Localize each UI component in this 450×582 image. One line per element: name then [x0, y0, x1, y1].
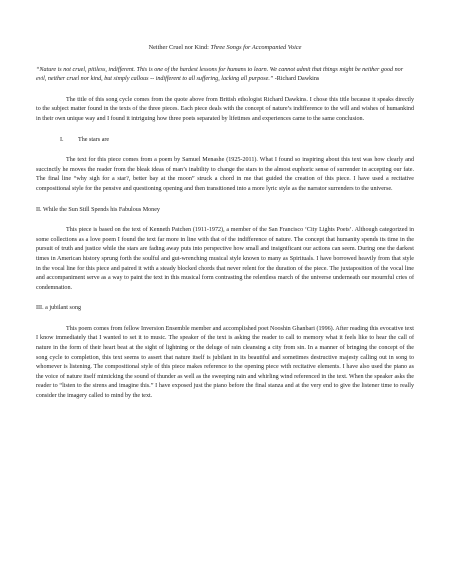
section-1-heading: [36, 136, 414, 146]
title-italic: Three Songs for Accompanied Voice: [210, 44, 302, 51]
intro-paragraph: The title of this song cycle comes from the quote above from British ethologist Richard Dawkins. I chose this title because it speaks directly to the subject matter found in the texts of the three pieces. Each piece deals with the concept of nature’s indifference to the will and wishes of humankind in their own unique way and I found it intriguing how three poets separated by lifetimes and experiences came to the same conclusion.: [36, 96, 414, 122]
section-3-title: a jubilant song: [45, 305, 82, 312]
section-2-heading: [36, 206, 414, 216]
section-3-number: III.: [36, 305, 44, 312]
section-3-heading: [36, 304, 414, 314]
document-title: [36, 43, 414, 53]
section-2-number: II.: [36, 206, 42, 213]
section-1-title: The stars are: [78, 136, 110, 143]
section-1-number: I.: [60, 136, 64, 143]
section-3-body: This poem comes from fellow Inversion Ensemble member and accomplished poet Nooshin Ghanbari (1996). After reading this evocative text I know immediately that I wanted to set it to music. The speaker of the text is asking the reader to call to memory what it feels like to hear the call of nature in the form of their heart beat at the sight of lightning or the deluge of rain cleansing a city from sin. In a manner of bringing the concept of the song cycle to completion, this text seems to assert that nature itself is jubilant in its beautiful and sometimes destructive majesty calling out in song to whomever is listening. The compositional style of this piece makes reference to the opening piece with recitative elements. I have also used the piano as the voice of nature itself mimicking the sound of thunder as well as the sweeping rain and whirling wind referenced in the text. When the speaker asks the reader to “listen to the sirens and imagine this.” I have exposed just the piano before the final stanza and at the very end to give the listener time to really consider the imagery called to mind by the text.: [36, 325, 414, 400]
epigraph-attribution: -Richard Dawkins: [273, 76, 320, 83]
section-2-body: This piece is based on the text of Kenneth Patchen (1911-1972), a member of the San Francisco ‘City Lights Poets’. Although categorized in some collections as a love poem I found the text far more in line with that of the indifference of nature. The concept that humanity spends its time in the pursuit of truth and justice while the stars are fading away puts into perspective how small and insignificant our actions can seem. During one the darkest times in American history sprung forth the soulful and gut-wrenching musical style known to many as Spirituals. I have borrowed heavily from that style in the vocal line for this piece and paired it with a steady blocked chords that never relent for the duration of the piece. The juxtaposition of the vocal line and accompaniment serve as a way to paint the text in this musical form contrasting the relentless march of the universe underneath our mournful cries of condemnation.: [36, 227, 414, 291]
epigraph-text: “Nature is not cruel, pitiless, indifferent. This is one of the hardest lessons for humans to learn. We cannot admit that things might be neither good nor evil, neither cruel nor kind, but simply callous -- indifferent to all suffering, lacking all purpose.”: [36, 66, 404, 83]
epigraph: [36, 66, 414, 85]
section-2-title: While the Sun Still Spends his Fabulous Money: [43, 206, 160, 213]
title-prefix: Neither Cruel nor Kind:: [148, 44, 211, 51]
section-1-body: The text for this piece comes from a poem by Samuel Menashe (1925-2011). What I found so inspiring about this text was how clearly and succinctly he moves the reader from the bleak ideas of man’s inability to change the stars to the almost euphoric sense of surrender in accepting our fate. The final line “why sigh for a star?, better bay at the moon” struck a chord in me that guided the creation of this piece. I have used a recitative compositional style for the pensive and questioning opening and then transitioned into a more lyric style as the narrator surrenders to the universe.: [36, 157, 414, 192]
